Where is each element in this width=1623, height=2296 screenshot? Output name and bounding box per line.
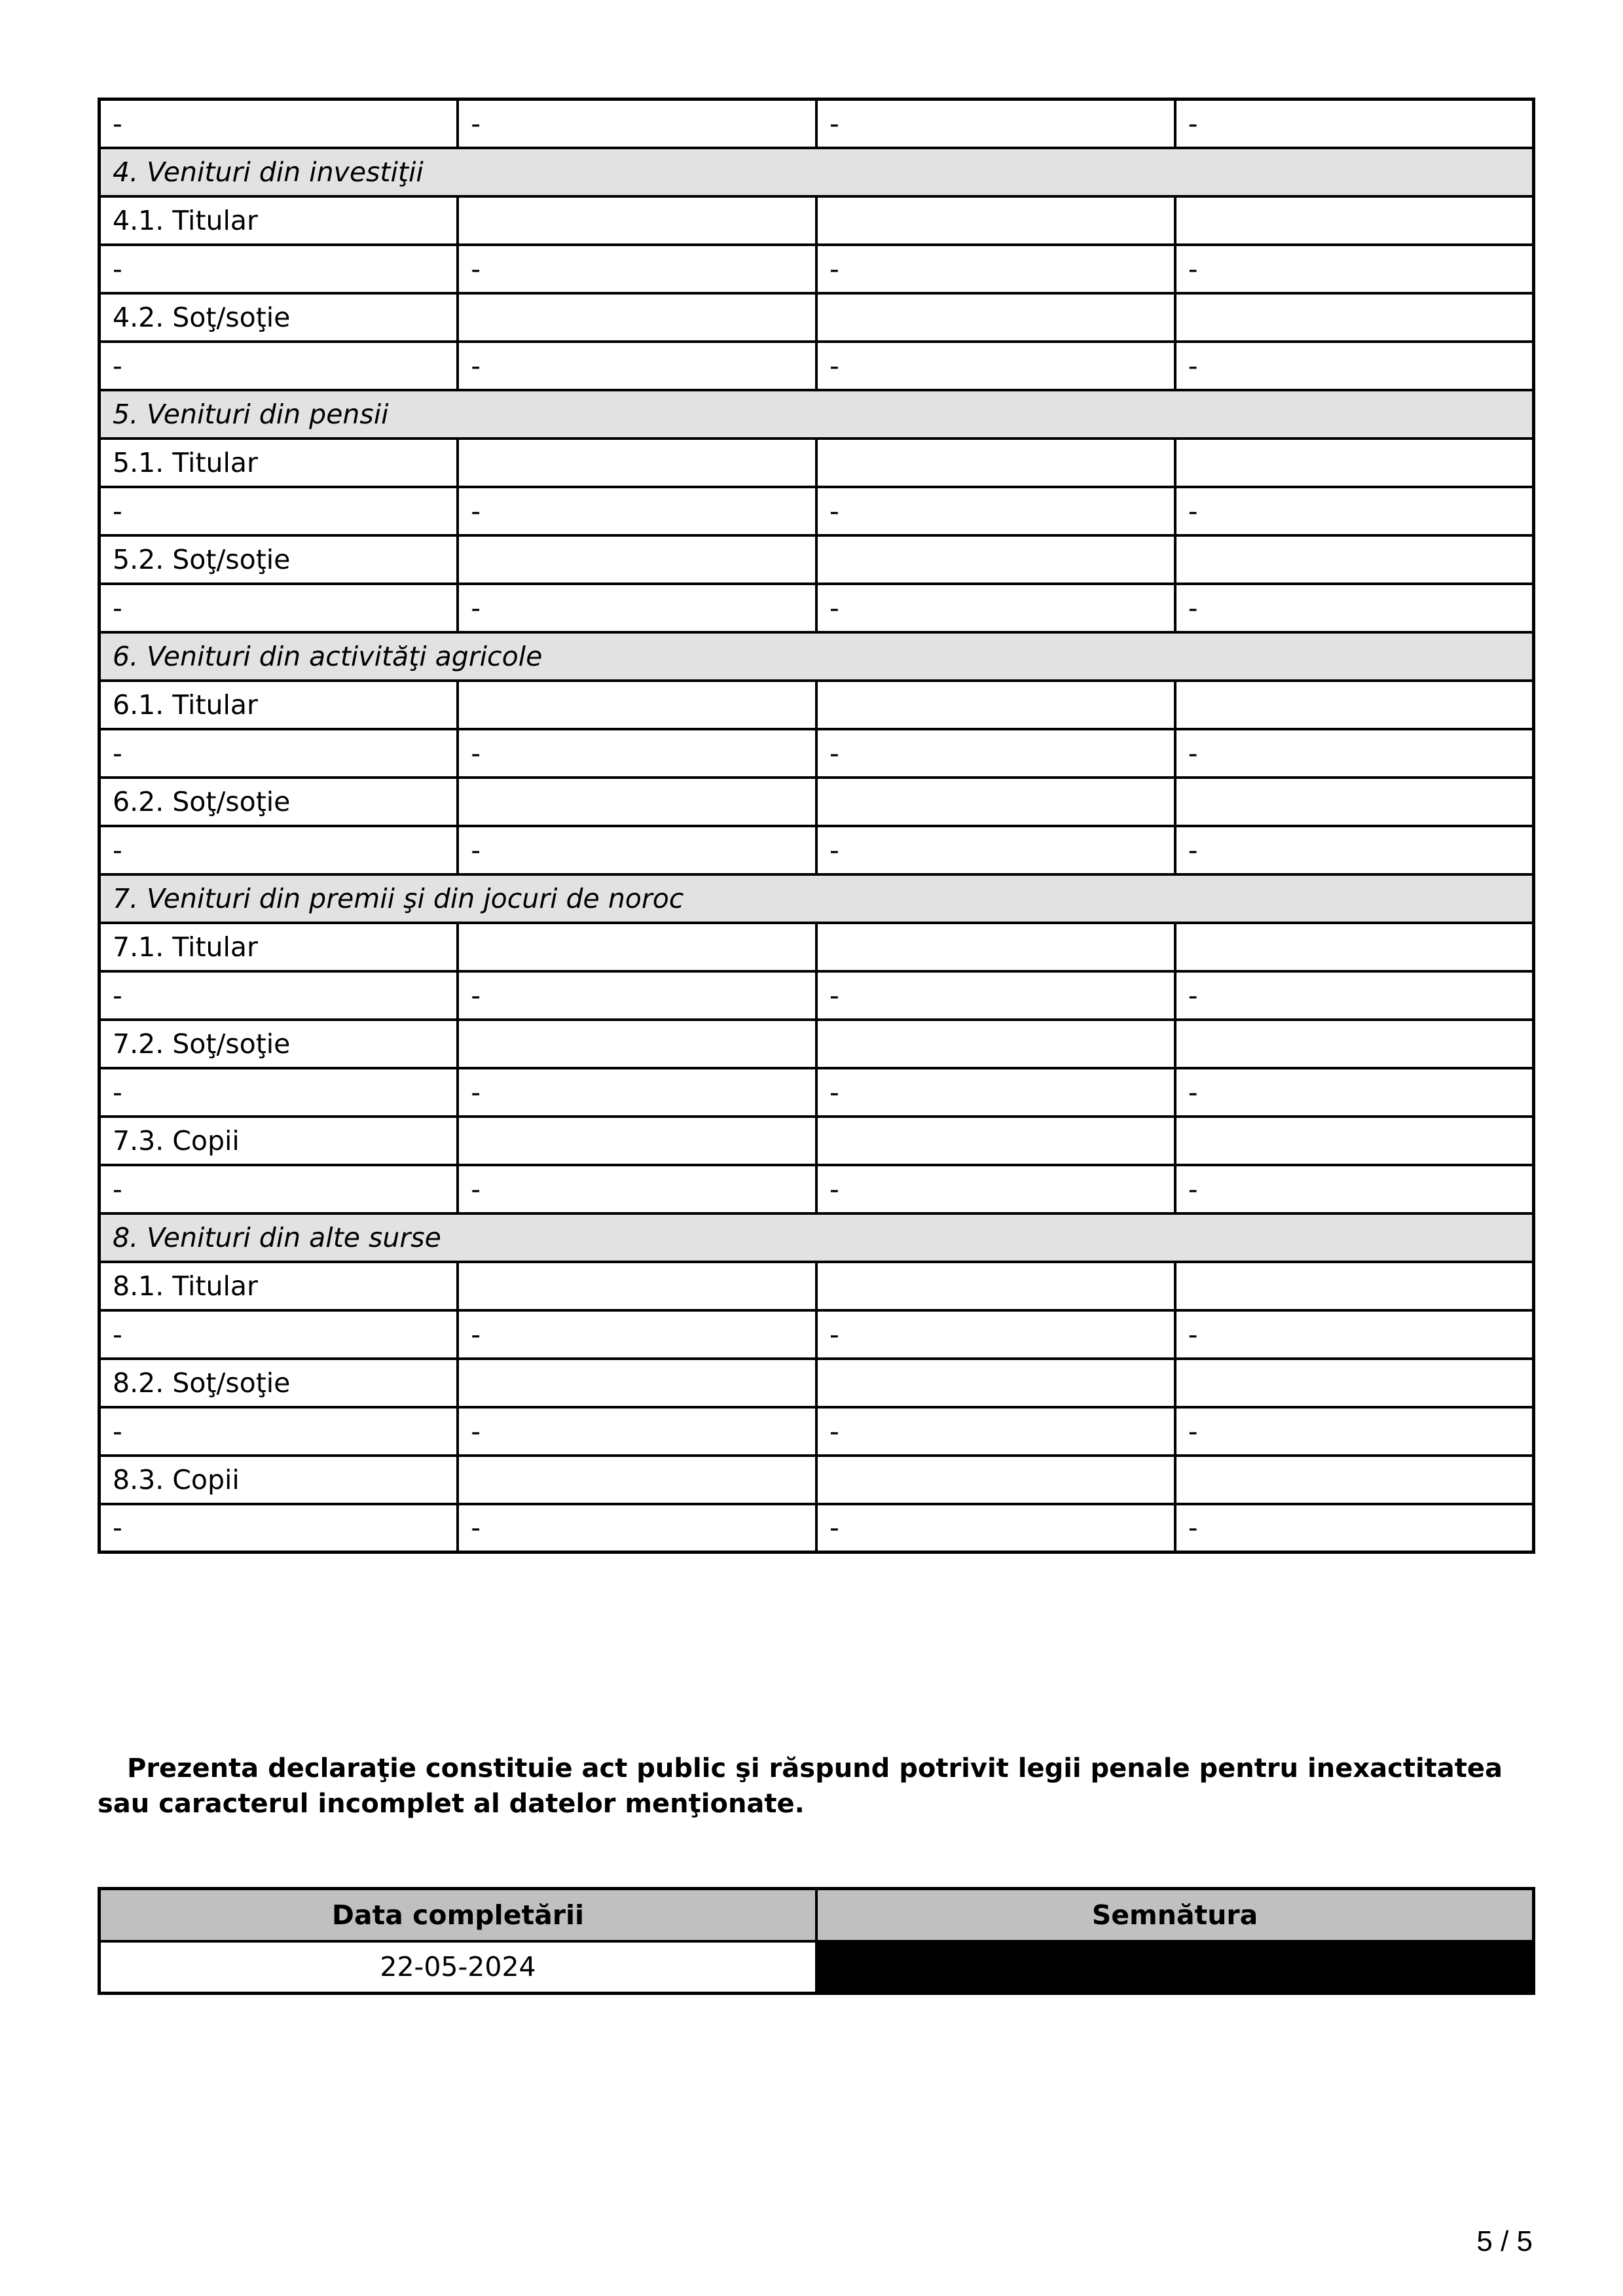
owner-label: 4.1. Titular [100, 196, 458, 245]
table-cell: - [1175, 1165, 1534, 1213]
table-cell: - [1175, 729, 1534, 778]
owner-row [100, 923, 1534, 971]
owner-label: 4.2. Soţ/soţie [100, 293, 458, 342]
table-cell: - [1175, 1310, 1534, 1359]
empty-cell [458, 196, 816, 245]
table-cell: - [816, 584, 1175, 632]
section-row [100, 390, 1534, 439]
table-cell: - [100, 1068, 458, 1117]
empty-cell [458, 1117, 816, 1165]
table-row [100, 99, 1534, 148]
owner-row [100, 1262, 1534, 1310]
table-cell: - [1175, 1407, 1534, 1456]
owner-label: 7.1. Titular [100, 923, 458, 971]
table-cell: - [816, 342, 1175, 390]
table-row [100, 342, 1534, 390]
table-cell: - [816, 1165, 1175, 1213]
empty-cell [458, 778, 816, 826]
table-cell: - [816, 971, 1175, 1020]
signature-table [98, 1887, 1535, 1995]
section-row [100, 874, 1534, 923]
empty-cell [458, 681, 816, 729]
empty-cell [816, 681, 1175, 729]
owner-row [100, 196, 1534, 245]
empty-cell [1175, 1262, 1534, 1310]
section-title: 8. Venituri din alte surse [100, 1213, 1534, 1262]
owner-row [100, 1020, 1534, 1068]
empty-cell [1175, 923, 1534, 971]
table-cell: - [816, 99, 1175, 148]
table-row [100, 826, 1534, 874]
table-cell: - [1175, 342, 1534, 390]
table-cell: - [458, 99, 816, 148]
table-cell: - [100, 729, 458, 778]
empty-cell [458, 1262, 816, 1310]
table-cell: - [458, 826, 816, 874]
table-row [100, 1407, 1534, 1456]
owner-label: 8.1. Titular [100, 1262, 458, 1310]
section-title: 7. Venituri din premii şi din jocuri de noroc [100, 874, 1534, 923]
income-table [98, 98, 1535, 1554]
empty-cell [458, 1359, 816, 1407]
owner-row [100, 1359, 1534, 1407]
table-cell: - [1175, 584, 1534, 632]
empty-cell [1175, 778, 1534, 826]
owner-label: 7.3. Copii [100, 1117, 458, 1165]
empty-cell [816, 1456, 1175, 1504]
table-row [100, 487, 1534, 535]
table-cell: - [458, 729, 816, 778]
table-cell: - [816, 1068, 1175, 1117]
table-cell: - [458, 1165, 816, 1213]
table-cell: - [1175, 826, 1534, 874]
empty-cell [458, 535, 816, 584]
owner-row [100, 439, 1534, 487]
section-title: 6. Venituri din activităţi agricole [100, 632, 1534, 681]
owner-row [100, 1456, 1534, 1504]
empty-cell [458, 923, 816, 971]
signature-table-value-row [100, 1941, 1534, 1994]
table-cell: - [458, 971, 816, 1020]
table-cell: - [458, 1068, 816, 1117]
page-number: 5 / 5 [1476, 2225, 1533, 2257]
empty-cell [816, 535, 1175, 584]
table-cell: - [100, 245, 458, 293]
empty-cell [816, 439, 1175, 487]
table-cell: - [100, 971, 458, 1020]
table-cell: - [100, 1310, 458, 1359]
table-cell: - [1175, 245, 1534, 293]
table-cell: - [1175, 487, 1534, 535]
empty-cell [1175, 439, 1534, 487]
owner-label: 5.2. Soţ/soţie [100, 535, 458, 584]
owner-row [100, 535, 1534, 584]
table-row [100, 1310, 1534, 1359]
table-cell: - [816, 245, 1175, 293]
signature-redacted [816, 1941, 1534, 1994]
table-cell: - [458, 245, 816, 293]
table-cell: - [816, 826, 1175, 874]
table-cell: - [1175, 99, 1534, 148]
date-header: Data completării [100, 1889, 817, 1941]
owner-label: 7.2. Soţ/soţie [100, 1020, 458, 1068]
table-cell: - [100, 584, 458, 632]
table-row [100, 1068, 1534, 1117]
signature-table-header-row [100, 1889, 1534, 1941]
income-table-body [100, 99, 1534, 1552]
owner-row [100, 293, 1534, 342]
owner-row [100, 778, 1534, 826]
empty-cell [1175, 1020, 1534, 1068]
table-cell: - [458, 584, 816, 632]
table-cell: - [816, 1310, 1175, 1359]
empty-cell [1175, 196, 1534, 245]
table-row [100, 245, 1534, 293]
table-cell: - [100, 99, 458, 148]
table-cell: - [100, 342, 458, 390]
table-cell: - [1175, 1068, 1534, 1117]
table-cell: - [458, 1310, 816, 1359]
owner-row [100, 681, 1534, 729]
table-cell: - [1175, 971, 1534, 1020]
table-cell: - [100, 1407, 458, 1456]
table-cell: - [816, 729, 1175, 778]
section-row [100, 1213, 1534, 1262]
empty-cell [458, 1020, 816, 1068]
table-row [100, 584, 1534, 632]
table-cell: - [100, 1504, 458, 1552]
table-row [100, 729, 1534, 778]
empty-cell [816, 1262, 1175, 1310]
empty-cell [816, 1117, 1175, 1165]
table-cell: - [458, 342, 816, 390]
table-cell: - [816, 487, 1175, 535]
empty-cell [1175, 1117, 1534, 1165]
completion-date: 22-05-2024 [100, 1941, 817, 1994]
empty-cell [816, 923, 1175, 971]
table-row [100, 1165, 1534, 1213]
owner-row [100, 1117, 1534, 1165]
section-row [100, 632, 1534, 681]
signature-header: Semnătura [816, 1889, 1534, 1941]
empty-cell [458, 439, 816, 487]
table-row [100, 1504, 1534, 1552]
section-row [100, 148, 1534, 196]
empty-cell [1175, 1359, 1534, 1407]
section-title: 4. Venituri din investiţii [100, 148, 1534, 196]
empty-cell [816, 293, 1175, 342]
empty-cell [816, 1359, 1175, 1407]
table-row [100, 971, 1534, 1020]
owner-label: 5.1. Titular [100, 439, 458, 487]
owner-label: 6.2. Soţ/soţie [100, 778, 458, 826]
declaration-statement: Prezenta declaraţie constituie act public şi răspund potrivit legii penale pentru inexactitatea sau caracterul incomplet al datelor menţionate. [98, 1753, 1503, 1819]
empty-cell [1175, 1456, 1534, 1504]
table-cell: - [816, 1407, 1175, 1456]
owner-label: 6.1. Titular [100, 681, 458, 729]
owner-label: 8.3. Copii [100, 1456, 458, 1504]
owner-label: 8.2. Soţ/soţie [100, 1359, 458, 1407]
table-cell: - [458, 487, 816, 535]
empty-cell [816, 196, 1175, 245]
table-cell: - [1175, 1504, 1534, 1552]
table-cell: - [100, 826, 458, 874]
section-title: 5. Venituri din pensii [100, 390, 1534, 439]
empty-cell [816, 1020, 1175, 1068]
table-cell: - [458, 1407, 816, 1456]
table-cell: - [816, 1504, 1175, 1552]
empty-cell [458, 293, 816, 342]
empty-cell [816, 778, 1175, 826]
empty-cell [1175, 535, 1534, 584]
table-cell: - [100, 487, 458, 535]
table-cell: - [458, 1504, 816, 1552]
empty-cell [458, 1456, 816, 1504]
empty-cell [1175, 293, 1534, 342]
table-cell: - [100, 1165, 458, 1213]
empty-cell [1175, 681, 1534, 729]
